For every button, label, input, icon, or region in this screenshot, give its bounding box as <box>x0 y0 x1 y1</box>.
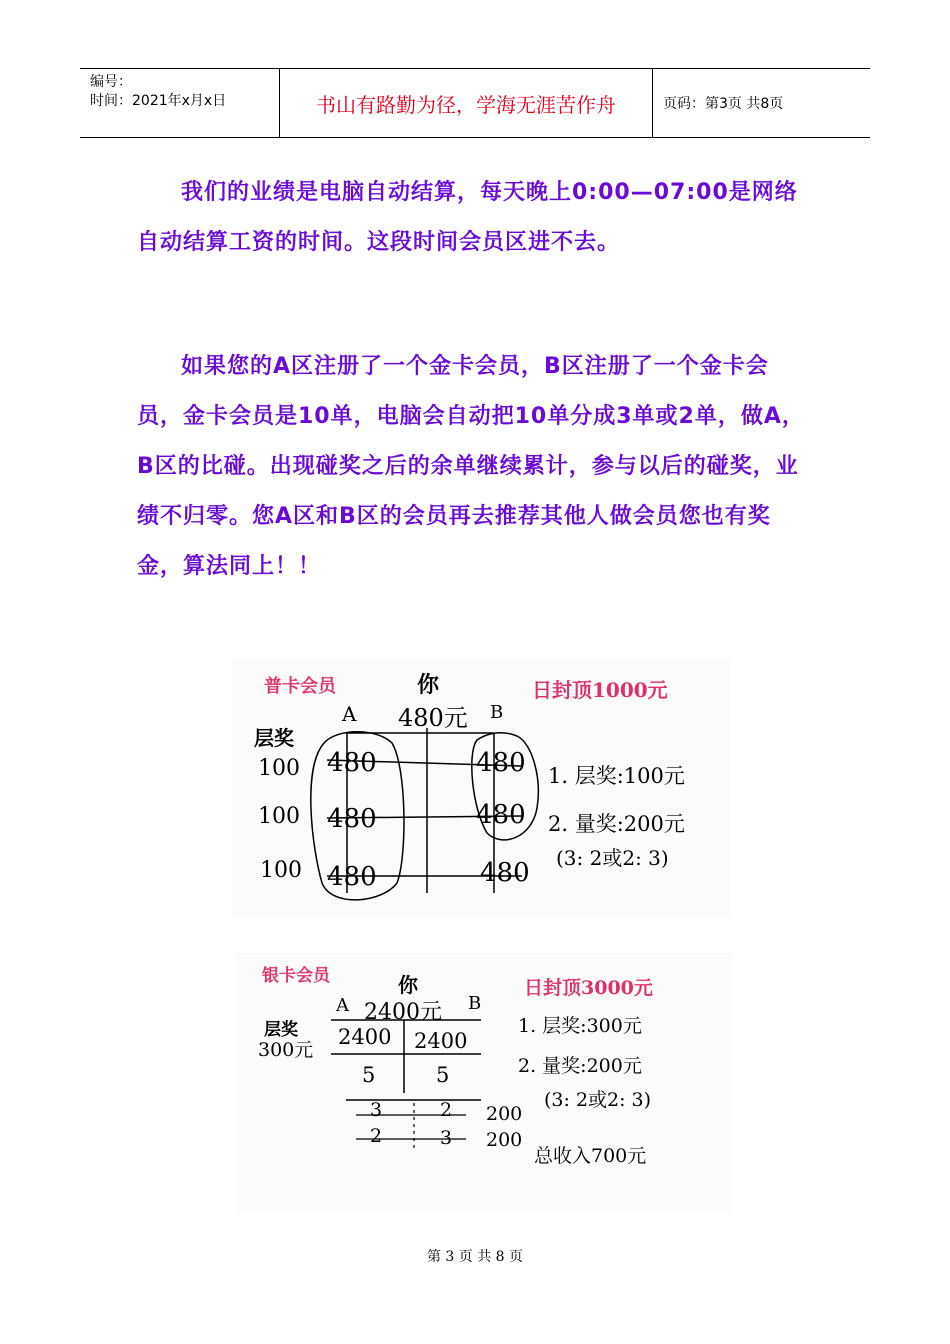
right-cell: 480 <box>476 800 526 830</box>
level-value: 100 <box>258 756 300 781</box>
right-units: 5 <box>436 1063 450 1087</box>
paragraph2-text: 如果您的A区注册了一个金卡会员，B区注册了一个金卡会员，金卡会员是10单，电脑会自动把10单分成3单或2单，做A，B区的比碰。出现碰奖之后的余单继续累计，参与以后的碰奖，业绩不归零。您A区和B区的会员再去推荐其他人做会员您也有奖金，算法同上！！ <box>137 354 805 579</box>
rule-level-bonus: 1. 层奖:100元 <box>548 764 685 788</box>
rule-volume-bonus: 2. 量奖:200元 <box>518 1055 642 1077</box>
level-value: 100 <box>258 804 300 829</box>
level-bonus-label: 层奖 <box>254 726 294 750</box>
date-label: 时间：2021年x月x日 <box>90 93 227 109</box>
page-label: 页码：第3页 共8页 <box>663 96 784 112</box>
match-bonus: 200 <box>486 1103 523 1125</box>
ratio-note: (3: 2或2: 3) <box>544 1089 652 1111</box>
match-left: 3 <box>370 1099 383 1121</box>
card-type-label: 普卡会员 <box>264 676 336 697</box>
level-bonus-value: 300元 <box>258 1039 314 1061</box>
number-label: 编号： <box>90 74 132 90</box>
rule-volume-bonus: 2. 量奖:200元 <box>548 812 685 836</box>
left-cell: 480 <box>327 804 377 834</box>
level-value: 100 <box>260 858 302 883</box>
paragraph1-text: 我们的业绩是电脑自动结算，每天晚上0:00—07:00是网络自动结算工资的时间。这段时间会员区进不去。 <box>137 180 798 255</box>
silver-card-lines <box>236 953 732 1211</box>
area-b-label: B <box>490 702 504 723</box>
paragraph-gold-card <box>137 342 813 592</box>
left-total: 2400 <box>338 1025 392 1049</box>
header-left-cell <box>80 69 280 137</box>
you-label: 你 <box>417 673 440 698</box>
silver-card-diagram <box>236 953 732 1211</box>
page-footer: 第 3 页 共 8 页 <box>426 1249 524 1265</box>
ordinary-card-diagram <box>232 658 730 918</box>
right-total: 2400 <box>414 1029 468 1053</box>
level-bonus-label: 层奖 <box>264 1020 298 1040</box>
daily-cap-label: 日封顶1000元 <box>532 678 668 702</box>
match-bonus: 200 <box>486 1129 523 1151</box>
total-income: 总收入700元 <box>534 1145 647 1167</box>
match-right: 3 <box>440 1127 453 1149</box>
you-label: 你 <box>398 973 418 997</box>
match-left: 2 <box>370 1125 383 1147</box>
area-a-label: A <box>336 995 349 1016</box>
ratio-note: (3: 2或2: 3) <box>556 846 669 870</box>
area-a-label: A <box>342 702 357 726</box>
motto: 书山有路勤为径，学海无涯苦作舟 <box>280 69 653 137</box>
daily-cap-label: 日封顶3000元 <box>524 977 653 999</box>
amount-label: 480元 <box>398 704 468 732</box>
card-type-label: 银卡会员 <box>262 966 330 986</box>
document-header <box>80 68 870 138</box>
paragraph-settlement <box>137 168 813 268</box>
left-units: 5 <box>362 1063 376 1087</box>
match-right: 2 <box>440 1099 453 1121</box>
right-cell: 480 <box>480 858 530 888</box>
left-cell: 480 <box>327 748 377 778</box>
area-b-label: B <box>468 993 482 1014</box>
left-cell: 480 <box>327 862 377 892</box>
rule-level-bonus: 1. 层奖:300元 <box>518 1015 642 1037</box>
amount-label: 2400元 <box>364 1000 442 1025</box>
right-cell: 480 <box>476 748 526 778</box>
